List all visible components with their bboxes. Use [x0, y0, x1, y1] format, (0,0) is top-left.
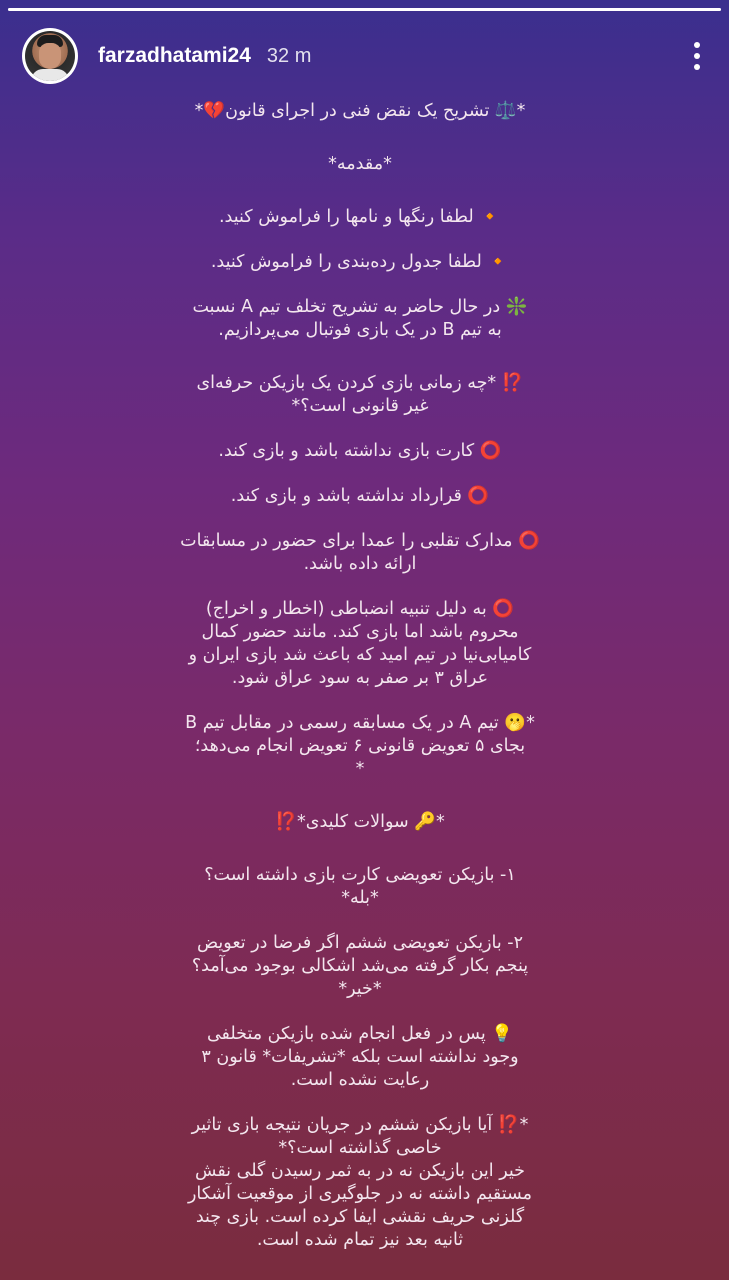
paragraph-line: ارائه داده باشد.: [303, 554, 417, 574]
paragraph-line: خیر این بازیکن نه در به ثمر رسیدن گلی نقش: [195, 1161, 525, 1181]
paragraph-line: ⁉️ *چه زمانی بازی کردن یک بازیکن حرفه‌ای: [196, 373, 524, 393]
paragraph-line: مستقیم داشته نه در جلوگیری از موقعیت آشکار: [187, 1184, 533, 1204]
paragraph-key-questions: [150, 811, 570, 834]
paragraph-line: ۲- بازیکن تعویضی ششم اگر فرضا در تعویض: [196, 933, 524, 953]
post-time: 32 m: [266, 44, 312, 67]
paragraph-question-1: [150, 864, 570, 910]
paragraph-line: *⁉️ آیا بازیکن ششم در جریان نتیجه بازی تاثیر: [191, 1115, 529, 1135]
paragraph-question-2: [150, 932, 570, 1001]
paragraph-bullet-colors: [150, 206, 570, 229]
paragraph-line: ثانیه بعد نیز تمام شده است.: [256, 1230, 464, 1250]
paragraph-case-no-card: [150, 440, 570, 463]
paragraph-line: وجود نداشته است بلکه *تشریفات* قانون ۳: [201, 1047, 519, 1067]
paragraph-line: *: [355, 759, 365, 779]
paragraph-line: *🫢 تیم A در یک مسابقه رسمی در مقابل تیم B: [185, 713, 535, 733]
paragraph-bullet-table: [150, 251, 570, 274]
avatar-image: [25, 31, 75, 81]
paragraph-conclusion: [150, 1023, 570, 1092]
paragraph-case-no-contract: [150, 485, 570, 508]
paragraph-line: 🔸 لطفا جدول رده‌بندی را فراموش کنید.: [210, 252, 510, 272]
paragraph-question-illegal: [150, 372, 570, 418]
paragraph-line: *⚖️ تشریح یک نقض فنی در اجرای قانون💔*: [194, 101, 526, 121]
paragraph-line: محروم باشد اما بازی کند. مانند حضور کمال: [201, 622, 519, 642]
more-options-icon[interactable]: [687, 36, 707, 76]
paragraph-line: ⭕ مدارک تقلبی را عمدا برای حضور در مسابقات: [180, 531, 540, 551]
paragraph-line: ⭕ کارت بازی نداشته باشد و بازی کند.: [218, 441, 502, 461]
paragraph-line: غیر قانونی است؟*: [291, 396, 429, 416]
paragraph-line: بجای ۵ تعویض قانونی ۶ تعویض انجام می‌دهد؛: [194, 736, 526, 756]
paragraph-line: *خیر*: [338, 979, 382, 999]
paragraph-line: *🔑 سوالات کلیدی*⁉️: [275, 812, 445, 832]
paragraph-case-fake-docs: [150, 530, 570, 576]
paragraph-line: پنجم بکار گرفته می‌شد اشکالی بوجود می‌آمد؟: [191, 956, 529, 976]
paragraph-line: ❇️ در حال حاضر به تشریح تخلف تیم A نسبت: [192, 297, 528, 317]
paragraph-line: ۱- بازیکن تعویضی کارت بازی داشته است؟: [204, 865, 516, 885]
paragraph-intro-heading: [150, 153, 570, 176]
paragraph-line: کامیابی‌نیا در تیم امید که باعث شد بازی ایران و: [188, 645, 532, 665]
paragraph-line: عراق ۳ بر صفر به سود عراق شود.: [231, 668, 489, 688]
paragraph-line: 💡 پس در فعل انجام شده بازیکن متخلفی: [206, 1024, 514, 1044]
username[interactable]: farzadhatami24: [98, 44, 251, 67]
avatar[interactable]: [22, 28, 78, 84]
paragraph-team-a-subs: [150, 712, 570, 781]
paragraph-question-3: [150, 1114, 570, 1252]
paragraph-line: گلزنی حریف نقشی ایفا کرده است. بازی چند: [195, 1207, 525, 1227]
paragraph-title: [150, 100, 570, 123]
paragraph-line: 🔸 لطفا رنگها و نامها را فراموش کنید.: [218, 207, 502, 227]
story-text: [150, 100, 570, 1266]
paragraph-case-suspension: [150, 598, 570, 690]
story-header: [22, 28, 707, 84]
paragraph-line: خاصی گذاشته است؟*: [278, 1138, 442, 1158]
story-progress-bar: [8, 8, 721, 11]
paragraph-line: ⭕ به دلیل تنبیه انضباطی (اخطار و اخراج): [205, 599, 515, 619]
paragraph-line: *بله*: [341, 888, 379, 908]
paragraph-line: به تیم B در یک بازی فوتبال می‌پردازیم.: [218, 320, 502, 340]
paragraph-line: *مقدمه*: [328, 154, 392, 174]
paragraph-line: رعایت نشده است.: [290, 1070, 430, 1090]
story-progress-fill: [8, 8, 721, 11]
paragraph-explain-violation: [150, 296, 570, 342]
paragraph-line: ⭕ قرارداد نداشته باشد و بازی کند.: [230, 486, 490, 506]
